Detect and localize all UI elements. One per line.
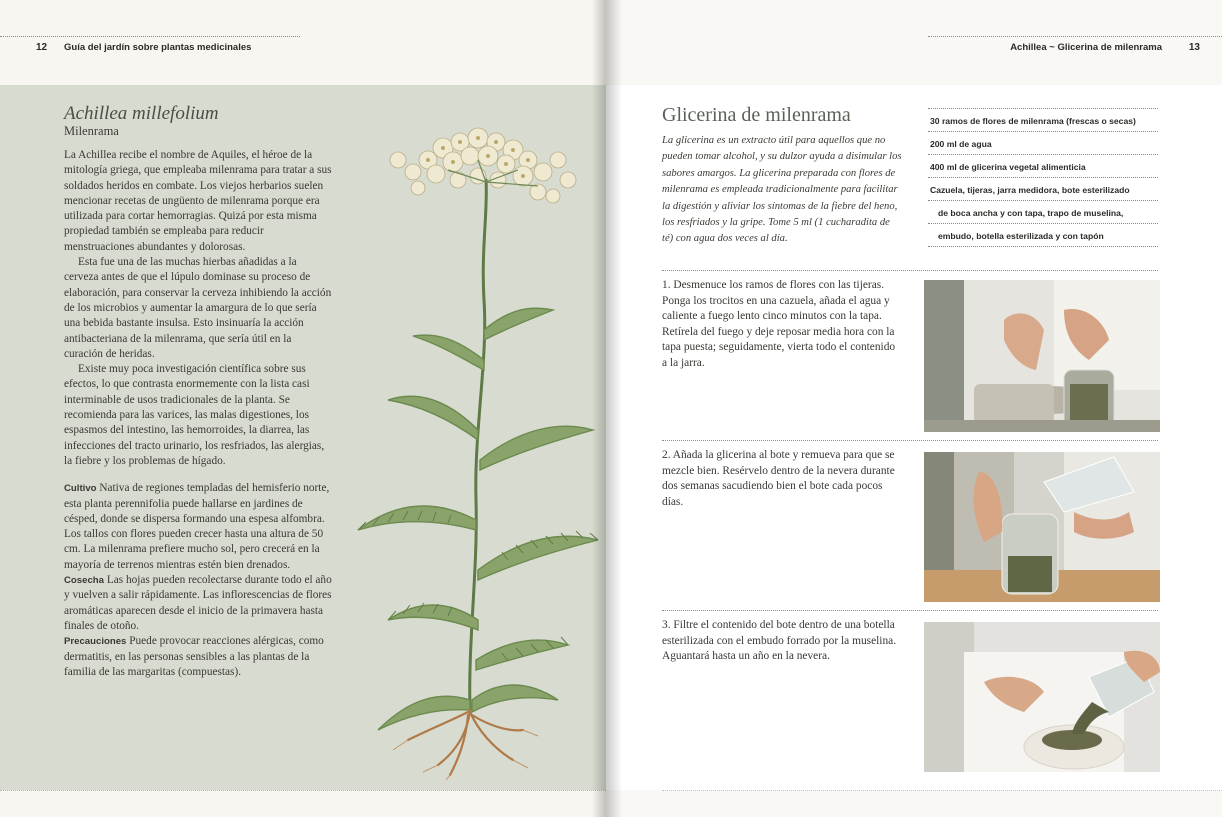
- page-number-right: 13: [1188, 42, 1200, 53]
- photo-straining-mixture: [924, 622, 1160, 772]
- ingredient-item: 30 ramos de flores de milenrama (frescas o secas): [928, 108, 1158, 131]
- top-rule: [0, 36, 300, 37]
- photo-cutting-flowers: [924, 280, 1160, 432]
- common-name: Milenrama: [64, 124, 119, 138]
- running-head-right: Achillea ~ Glicerina de milenrama: [1010, 42, 1162, 53]
- photo-pouring-glycerine: [924, 452, 1160, 602]
- right-page: [606, 0, 1222, 817]
- precauciones-label: Precauciones: [64, 636, 127, 648]
- bottom-rule: [662, 790, 1222, 791]
- paragraph: Existe muy poca investigación científica sobre sus efectos, lo que contrasta enormemente con la lista casi interminable de usos tradicionales de la planta. Se recomienda para las varices, las malas digestiones, los espasmos del intestino, las hemorroides, la diarrea, las infecciones del tracto urinario, los resfriados, las alergias, la fiebre y los problemas de hígado.: [64, 363, 325, 467]
- step-2: 2. Añada la glicerina al bote y remueva para que se mezcle bien. Resérvelo dentro de la nevera durante dos semanas sacudiendo bien el bote cada pocos días.: [662, 449, 895, 508]
- page-number-left: 12: [36, 42, 48, 53]
- recipe-intro: La glicerina es un extracto útil para aquellos que no pueden tomar alcohol, y su dulzor ayuda a disimular los sabores amargos. La glicerina preparada con flores de milenrama es empleada tradicionalmente para facilitar la digestión y aliviar los síntomas de la fiebre del heno, los resfriados y la gripe. Tome 5 ml (1 cucharadita de té) con agua dos veces al día.: [662, 135, 902, 245]
- yarrow-plant-illustration: [318, 100, 606, 780]
- ingredient-item: embudo, botella esterilizada y con tapón: [928, 223, 1158, 247]
- paragraph: Esta fue una de las muchas hierbas añadidas a la cerveza antes de que el lúpulo dominase su proceso de elaboración, para conservar la cerveza inhibiendo la acción de los microbios y aumentar la amargura de lo que sería una bebida bastante insulsa. Esto insinuaría la acción antibacteriana de la milenrama, que sería útil en la curación de heridas.: [64, 256, 332, 360]
- precauciones-text: Puede provocar reacciones alérgicas, como dermatitis, en las personas sensibles a las plantas de la familia de las margaritas (compuestas).: [64, 635, 324, 678]
- cosecha-text: Las hojas pueden recolectarse durante todo el año y vuelven a salir rápidamente. Las inflorescencias de flores aromáticas aparecen desde el inicio de la primavera hasta finales de otoño.: [64, 574, 332, 632]
- paragraph: La Achillea recibe el nombre de Aquiles, el héroe de la mitología griega, que empleaba milenrama para tratar a sus soldados heridos en combate. Los viejos herbarios suelen mencionar recetas de ungüento de milenrama porque era utilizada para cortar hemorragias. Quizá por esta misma propiedad también se empleaba para reducir menstruaciones abundantes y dolorosas.: [64, 149, 332, 253]
- precauciones-section: [64, 634, 332, 680]
- recipe-title: Glicerina de milenrama: [662, 104, 851, 126]
- top-rule: [928, 36, 1222, 37]
- ingredient-item: 400 ml de glicerina vegetal alimenticia: [928, 154, 1158, 177]
- ingredient-item: de boca ancha y con tapa, trapo de muselina,: [928, 200, 1158, 223]
- running-head-left: Guía del jardín sobre plantas medicinales: [64, 42, 252, 53]
- cosecha-label: Cosecha: [64, 575, 104, 587]
- step-divider: [662, 610, 1158, 611]
- cultivo-label: Cultivo: [64, 483, 97, 495]
- step-1: 1. Desmenuce los ramos de flores con las tijeras. Ponga los trocitos en una cazuela, añada el agua y caliente a fuego lento cinco minutos con la tapa. Retírela del fuego y deje reposar media hora con la tapa puesta; seguidamente, vierta todo el contenido a la jarra.: [662, 279, 896, 369]
- bottom-rule: [0, 790, 606, 791]
- body-text: [64, 148, 332, 680]
- cultivo-text: Nativa de regiones templadas del hemisferio norte, esta planta perennifolia puede hallarse en jardines de césped, donde se dispersa formando una espesa alfombra. Los tallos con flores pueden crecer hasta una altura de 50 cm. La milenrama prefiere mucho sol, pero crecerá en la mayoría de terrenos mientras estén bien drenados.: [64, 482, 330, 571]
- left-page: [0, 0, 606, 817]
- cultivo-section: [64, 481, 332, 573]
- latin-name: Achillea millefolium: [64, 103, 219, 124]
- ingredients-list: [928, 108, 1158, 247]
- step-3: 3. Filtre el contenido del bote dentro de una botella esterilizada con el embudo forrado por la muselina. Aguantará hasta un año en la nevera.: [662, 619, 897, 663]
- step-divider: [662, 270, 1158, 271]
- ingredient-item: Cazuela, tijeras, jarra medidora, bote esterilizado: [928, 177, 1158, 200]
- step-divider: [662, 440, 1158, 441]
- cosecha-section: [64, 573, 332, 634]
- ingredient-item: 200 ml de agua: [928, 131, 1158, 154]
- book-gutter: [592, 0, 622, 817]
